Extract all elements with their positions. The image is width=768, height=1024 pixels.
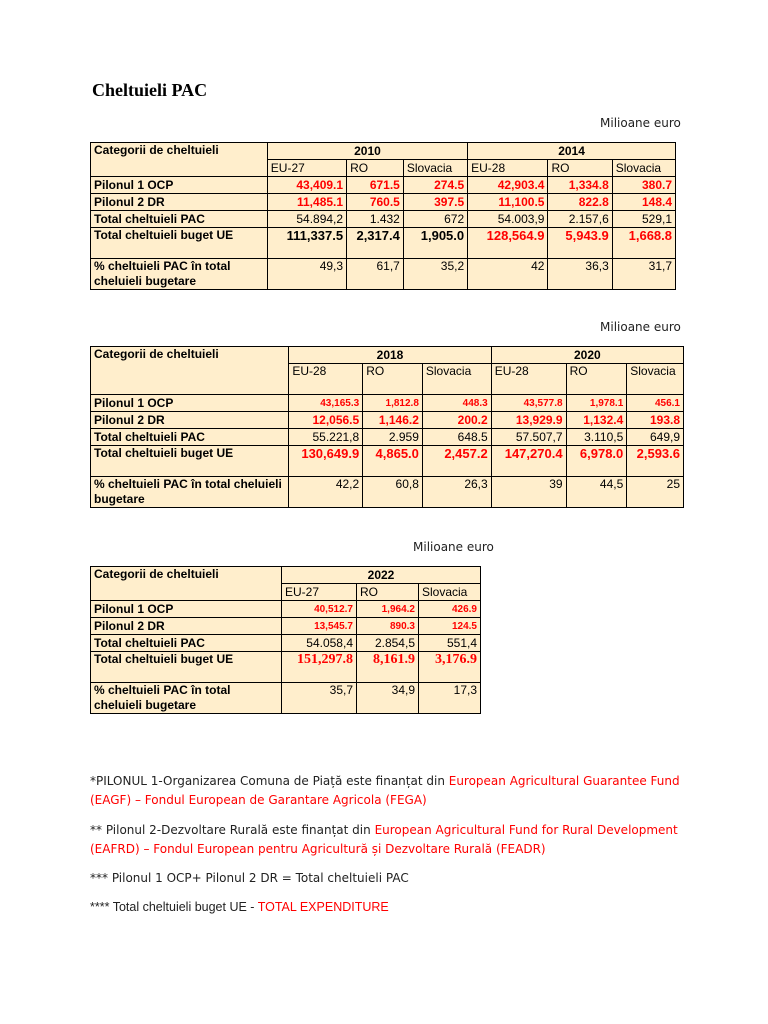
table-row bbox=[91, 228, 676, 259]
year-header: 2018 bbox=[289, 347, 491, 364]
footnote-highlight: TOTAL EXPENDITURE bbox=[257, 900, 389, 914]
row-label: Pilonul 1 OCP bbox=[91, 395, 289, 412]
table-cell: 8,161.9 bbox=[357, 652, 419, 683]
table-cell: 426.9 bbox=[419, 601, 481, 618]
table-cell: 124.5 bbox=[419, 618, 481, 635]
table-cell: 34,9 bbox=[357, 683, 419, 714]
row-label: Total cheltuieli PAC bbox=[91, 635, 282, 652]
footnote-text: *** Pilonul 1 OCP+ Pilonul 2 DR = Total cheltuieli PAC bbox=[90, 871, 409, 885]
unit-label-3: Milioane euro bbox=[413, 540, 494, 554]
table-cell: 57.507,7 bbox=[491, 429, 566, 446]
table-row bbox=[91, 618, 481, 635]
year-header: 2020 bbox=[491, 347, 683, 364]
table-cell: 1,132.4 bbox=[566, 412, 627, 429]
table-cell: 11,100.5 bbox=[468, 194, 548, 211]
table-cell: 649,9 bbox=[627, 429, 684, 446]
column-header: Slovacia bbox=[612, 160, 675, 177]
column-header: EU-28 bbox=[468, 160, 548, 177]
table-cell: 39 bbox=[491, 477, 566, 508]
row-label: Total cheltuieli buget UE bbox=[91, 446, 289, 477]
table-cell: 35,7 bbox=[282, 683, 357, 714]
table-cell: 760.5 bbox=[347, 194, 404, 211]
table-cell: 43,409.1 bbox=[267, 177, 346, 194]
table-header-row bbox=[91, 143, 676, 160]
footnote-fund-name: European Agricultural Fund for Rural Development (EAFRD) – Fondul European pentru Agricultură și Dezvoltare Rurală (FEADR) bbox=[90, 823, 678, 856]
year-header: 2014 bbox=[468, 143, 676, 160]
table-row bbox=[91, 211, 676, 228]
category-header: Categorii de cheltuieli bbox=[91, 347, 289, 395]
footnote-total-pac bbox=[90, 869, 690, 888]
row-label: Total cheltuieli buget UE bbox=[91, 228, 268, 259]
table-2010-2014 bbox=[90, 142, 676, 290]
table-cell: 44,5 bbox=[566, 477, 627, 508]
column-header: RO bbox=[548, 160, 612, 177]
table-cell: 54.894,2 bbox=[267, 211, 346, 228]
footnote-text: *PILONUL 1-Organizarea Comuna de Piață este finanțat din bbox=[90, 774, 449, 788]
column-header: EU-27 bbox=[267, 160, 346, 177]
table-cell: 1,905.0 bbox=[403, 228, 467, 259]
table-cell: 193.8 bbox=[627, 412, 684, 429]
table-row bbox=[91, 635, 481, 652]
table-row bbox=[91, 194, 676, 211]
table-cell: 54.058,4 bbox=[282, 635, 357, 652]
column-header: RO bbox=[357, 584, 419, 601]
table-cell: 1,334.8 bbox=[548, 177, 612, 194]
table-cell: 2,317.4 bbox=[347, 228, 404, 259]
table-row bbox=[91, 395, 684, 412]
column-header: EU-27 bbox=[282, 584, 357, 601]
year-header: 2022 bbox=[282, 567, 481, 584]
table-cell: 36,3 bbox=[548, 259, 612, 290]
table-cell: 5,943.9 bbox=[548, 228, 612, 259]
table-cell: 397.5 bbox=[403, 194, 467, 211]
table-cell: 1,978.1 bbox=[566, 395, 627, 412]
table-cell: 3.110,5 bbox=[566, 429, 627, 446]
table-cell: 42 bbox=[468, 259, 548, 290]
category-header: Categorii de cheltuieli bbox=[91, 143, 268, 177]
table-cell: 26,3 bbox=[422, 477, 491, 508]
table-cell: 130,649.9 bbox=[289, 446, 363, 477]
table-cell: 1,964.2 bbox=[357, 601, 419, 618]
table-cell: 13,929.9 bbox=[491, 412, 566, 429]
column-header: RO bbox=[363, 364, 423, 395]
table-cell: 380.7 bbox=[612, 177, 675, 194]
row-label: Total cheltuieli PAC bbox=[91, 211, 268, 228]
row-label: % cheltuieli PAC în total cheluieli bugetare bbox=[91, 683, 282, 714]
table-cell: 151,297.8 bbox=[282, 652, 357, 683]
table-cell: 1,146.2 bbox=[363, 412, 423, 429]
footnote-pilon-1 bbox=[90, 772, 690, 810]
row-label: Pilonul 1 OCP bbox=[91, 601, 282, 618]
footnote-text: **** Total cheltuieli buget UE - bbox=[90, 900, 258, 914]
table-cell: 128,564.9 bbox=[468, 228, 548, 259]
table-cell: 529,1 bbox=[612, 211, 675, 228]
table-cell: 111,337.5 bbox=[267, 228, 346, 259]
table-cell: 671.5 bbox=[347, 177, 404, 194]
column-header: EU-28 bbox=[289, 364, 363, 395]
row-label: Pilonul 2 DR bbox=[91, 618, 282, 635]
footnote-fund-name: European Agricultural Guarantee Fund (EAGF) – Fondul European de Garantare Agricola (FEGA) bbox=[90, 774, 680, 807]
table-row bbox=[91, 652, 481, 683]
table-cell: 672 bbox=[403, 211, 467, 228]
table-cell: 274.5 bbox=[403, 177, 467, 194]
row-label: Pilonul 2 DR bbox=[91, 194, 268, 211]
table-row bbox=[91, 177, 676, 194]
table-cell: 2,593.6 bbox=[627, 446, 684, 477]
table-cell: 42,903.4 bbox=[468, 177, 548, 194]
table-cell: 2.157,6 bbox=[548, 211, 612, 228]
table-row bbox=[91, 477, 684, 508]
table-cell: 2.959 bbox=[363, 429, 423, 446]
table-cell: 4,865.0 bbox=[363, 446, 423, 477]
column-header: Slovacia bbox=[419, 584, 481, 601]
table-header-row bbox=[91, 567, 481, 584]
column-header: EU-28 bbox=[491, 364, 566, 395]
row-label: Pilonul 1 OCP bbox=[91, 177, 268, 194]
year-header: 2010 bbox=[267, 143, 467, 160]
footnote-pilon-2 bbox=[90, 821, 690, 859]
table-row bbox=[91, 601, 481, 618]
table-row bbox=[91, 429, 684, 446]
page-title: Cheltuieli PAC bbox=[92, 80, 208, 100]
column-header: Slovacia bbox=[403, 160, 467, 177]
table-cell: 12,056.5 bbox=[289, 412, 363, 429]
footnote-text: ** Pilonul 2-Dezvoltare Rurală este finanțat din bbox=[90, 823, 375, 837]
table-cell: 200.2 bbox=[422, 412, 491, 429]
column-header: Slovacia bbox=[627, 364, 684, 395]
table-cell: 890.3 bbox=[357, 618, 419, 635]
table-cell: 40,512.7 bbox=[282, 601, 357, 618]
table-cell: 147,270.4 bbox=[491, 446, 566, 477]
table-cell: 551,4 bbox=[419, 635, 481, 652]
column-header: RO bbox=[347, 160, 404, 177]
table-2018-2020 bbox=[90, 346, 684, 508]
column-header: Slovacia bbox=[422, 364, 491, 395]
row-label: Total cheltuieli PAC bbox=[91, 429, 289, 446]
row-label: Pilonul 2 DR bbox=[91, 412, 289, 429]
column-header: RO bbox=[566, 364, 627, 395]
table-cell: 35,2 bbox=[403, 259, 467, 290]
table-cell: 25 bbox=[627, 477, 684, 508]
table-cell: 13,545.7 bbox=[282, 618, 357, 635]
table-cell: 448.3 bbox=[422, 395, 491, 412]
table-row bbox=[91, 259, 676, 290]
row-label: % cheltuieli PAC în total cheluieli bugetare bbox=[91, 259, 268, 290]
footnote-total-ue bbox=[90, 898, 690, 917]
table-cell: 43,577.8 bbox=[491, 395, 566, 412]
table-cell: 1,812.8 bbox=[363, 395, 423, 412]
table-cell: 2.854,5 bbox=[357, 635, 419, 652]
table-cell: 456.1 bbox=[627, 395, 684, 412]
table-header-row bbox=[91, 347, 684, 364]
table-cell: 3,176.9 bbox=[419, 652, 481, 683]
table-2022 bbox=[90, 566, 481, 714]
table-cell: 1,668.8 bbox=[612, 228, 675, 259]
table-cell: 648.5 bbox=[422, 429, 491, 446]
table-cell: 43,165.3 bbox=[289, 395, 363, 412]
table-cell: 148.4 bbox=[612, 194, 675, 211]
row-label: Total cheltuieli buget UE bbox=[91, 652, 282, 683]
unit-label-2: Milioane euro bbox=[600, 320, 681, 334]
unit-label-1: Milioane euro bbox=[600, 116, 681, 130]
table-cell: 55.221,8 bbox=[289, 429, 363, 446]
table-row bbox=[91, 683, 481, 714]
table-row bbox=[91, 412, 684, 429]
table-cell: 822.8 bbox=[548, 194, 612, 211]
table-cell: 61,7 bbox=[347, 259, 404, 290]
table-cell: 60,8 bbox=[363, 477, 423, 508]
table-cell: 31,7 bbox=[612, 259, 675, 290]
table-row bbox=[91, 446, 684, 477]
category-header: Categorii de cheltuieli bbox=[91, 567, 282, 601]
table-cell: 17,3 bbox=[419, 683, 481, 714]
table-cell: 11,485.1 bbox=[267, 194, 346, 211]
table-cell: 54.003,9 bbox=[468, 211, 548, 228]
row-label: % cheltuieli PAC în total cheluieli bugetare bbox=[91, 477, 289, 508]
table-cell: 2,457.2 bbox=[422, 446, 491, 477]
table-cell: 49,3 bbox=[267, 259, 346, 290]
table-cell: 1.432 bbox=[347, 211, 404, 228]
table-cell: 6,978.0 bbox=[566, 446, 627, 477]
table-cell: 42,2 bbox=[289, 477, 363, 508]
